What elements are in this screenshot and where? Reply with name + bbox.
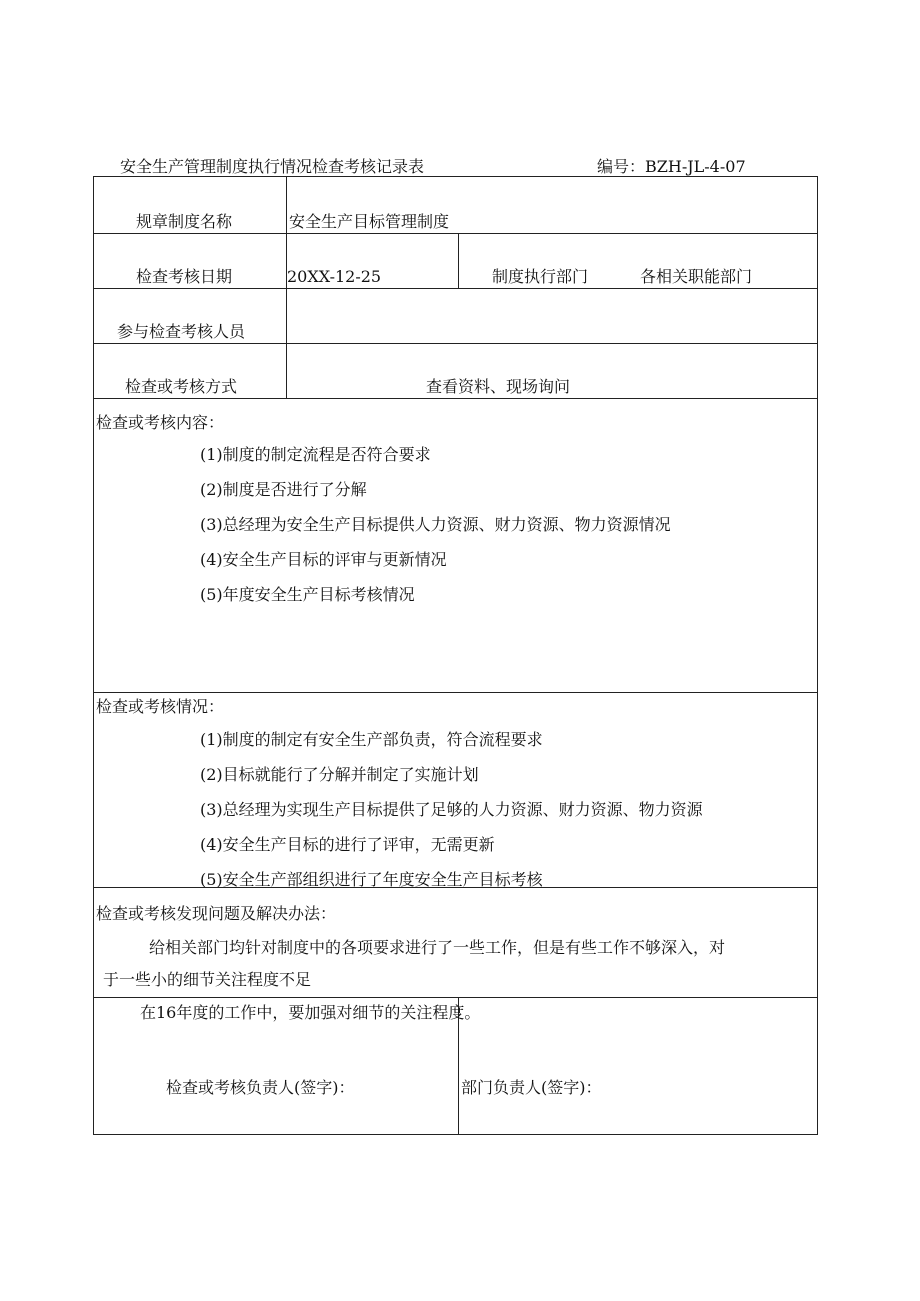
dept-value: 各相关职能部门 [640, 267, 753, 286]
problems-line: 给相关部门均针对制度中的各项要求进行了一些工作，但是有些工作不够深入，对 [149, 938, 726, 957]
column-divider [458, 233, 459, 288]
date-value: 20XX-12-25 [287, 267, 382, 286]
form-code: 编号：BZH-JL-4-07 [597, 157, 746, 176]
department-signature-label: 部门负责人(签字)： [461, 1078, 602, 1097]
content-item: (1)制度的制定流程是否符合要求 [200, 445, 431, 464]
row-divider [94, 288, 817, 289]
participants-label: 参与检查考核人员 [117, 322, 246, 341]
date-label: 检查考核日期 [136, 267, 233, 286]
rule-name-value: 安全生产目标管理制度 [289, 212, 450, 231]
row-divider [94, 692, 817, 693]
method-label: 检查或考核方式 [125, 377, 238, 396]
situation-item: (1)制度的制定有安全生产部负责，符合流程要求 [200, 730, 543, 749]
title-line [0, 154, 920, 178]
content-item: (2)制度是否进行了分解 [200, 480, 367, 499]
row-divider [94, 997, 817, 998]
content-item: (4)安全生产目标的评审与更新情况 [200, 550, 447, 569]
inspector-signature-label: 检查或考核负责人(签字)： [166, 1078, 355, 1097]
problems-line: 于一些小的细节关注程度不足 [103, 970, 312, 989]
dept-label: 制度执行部门 [492, 267, 589, 286]
situation-item: (2)目标就能行了分解并制定了实施计划 [200, 765, 479, 784]
column-divider [286, 177, 287, 398]
problems-line: 在16年度的工作中，要加强对细节的关注程度。 [140, 1003, 481, 1022]
situation-heading: 检查或考核情况： [96, 697, 225, 716]
content-item: (5)年度安全生产目标考核情况 [200, 585, 415, 604]
situation-item: (4)安全生产目标的进行了评审，无需更新 [200, 835, 495, 854]
row-divider [94, 398, 817, 399]
content-heading: 检查或考核内容： [96, 413, 225, 432]
inspection-form [93, 176, 818, 1135]
situation-item: (5)安全生产部组织进行了年度安全生产目标考核 [200, 870, 543, 889]
row-divider [94, 233, 817, 234]
problems-heading: 检查或考核发现问题及解决办法： [96, 904, 337, 923]
rule-name-label: 规章制度名称 [136, 212, 233, 231]
situation-item: (3)总经理为实现生产目标提供了足够的人力资源、财力资源、物力资源 [200, 800, 703, 819]
form-title: 安全生产管理制度执行情况检查考核记录表 [120, 157, 425, 176]
content-item: (3)总经理为安全生产目标提供人力资源、财力资源、物力资源情况 [200, 515, 671, 534]
method-value: 查看资料、现场询问 [426, 377, 571, 396]
row-divider [94, 343, 817, 344]
